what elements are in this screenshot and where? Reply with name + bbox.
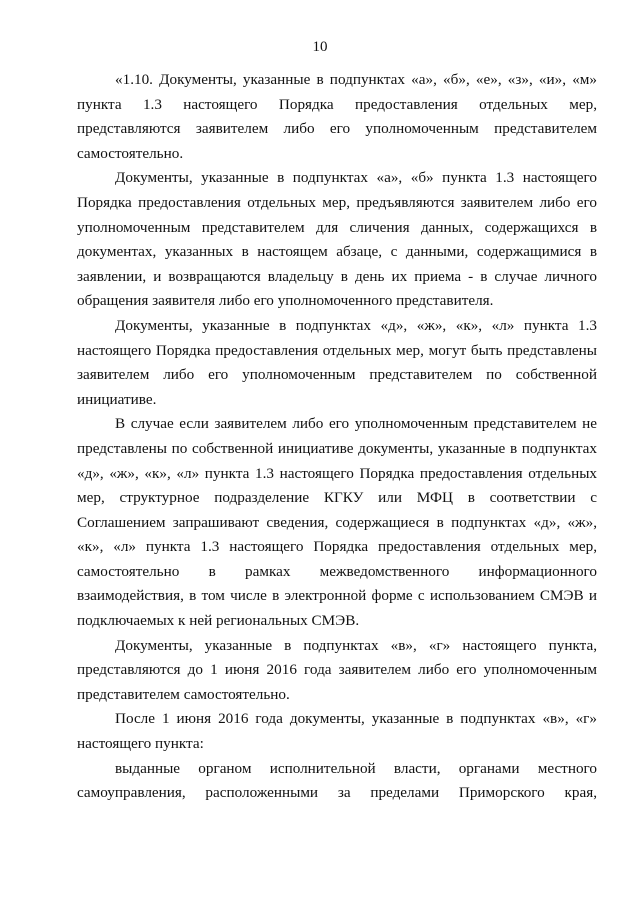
paragraph-own-initiative: Документы, указанные в подпунктах «д», «ж», «к», «л» пункта 1.3 настоящего Порядка предоставления отдельных мер, могут быть представлены заявителем либо его уполномоченным представителем по собственной инициативе. <box>77 316 597 408</box>
paragraph-documents-presented: Документы, указанные в подпунктах «а», «б» пункта 1.3 настоящего Порядка предоставления отдельных мер, предъявляются заявителем либо его уполномоченным представителем для сличения данных, содержащихся в документах, указанных в настоящем абзаце, с данными, содержащимися в заявлении, и возвращаются владельцу в день их приема - в случае личного обращения заявителя либо его уполномоченного представителя. <box>77 169 597 310</box>
paragraph-after-june-2016: После 1 июня 2016 года документы, указанные в подпунктах «в», «г» настоящего пункта: <box>77 710 597 753</box>
document-body <box>77 68 597 806</box>
paragraph-issued-by-authorities: выданные органом исполнительной власти, органами местного самоуправления, расположенными за пределами Приморского края, <box>77 759 597 802</box>
paragraph-before-june-2016: Документы, указанные в подпунктах «в», «г» настоящего пункта, представляются до 1 июня 2016 года заявителем либо его уполномоченным представителем самостоятельно. <box>77 636 597 703</box>
page-number: 10 <box>312 39 328 55</box>
paragraph-1-10-documents: «1.10. Документы, указанные в подпунктах «а», «б», «е», «з», «и», «м» пункта 1.3 настоящего Порядка предоставления отдельных мер, представляются заявителем либо его уполномоченным представителем самостоятельно. <box>77 71 597 162</box>
paragraph-interagency-request: В случае если заявителем либо его уполномоченным представителем не представлены по собственной инициативе документы, указанные в подпунктах «д», «ж», «к», «л» пункта 1.3 настоящего Порядка предоставления отдельных мер, структурное подразделение КГКУ или МФЦ в соответствии с Соглашением запрашивают сведения, содержащиеся в подпунктах «д», «ж», «к», «л» пункта 1.3 настоящего Порядка предоставления отдельных мер, самостоятельно в рамках межведомственного информационного взаимодействия, в том числе в электронной форме с использованием СМЭВ и подключаемых к ней региональных СМЭВ. <box>77 415 597 630</box>
